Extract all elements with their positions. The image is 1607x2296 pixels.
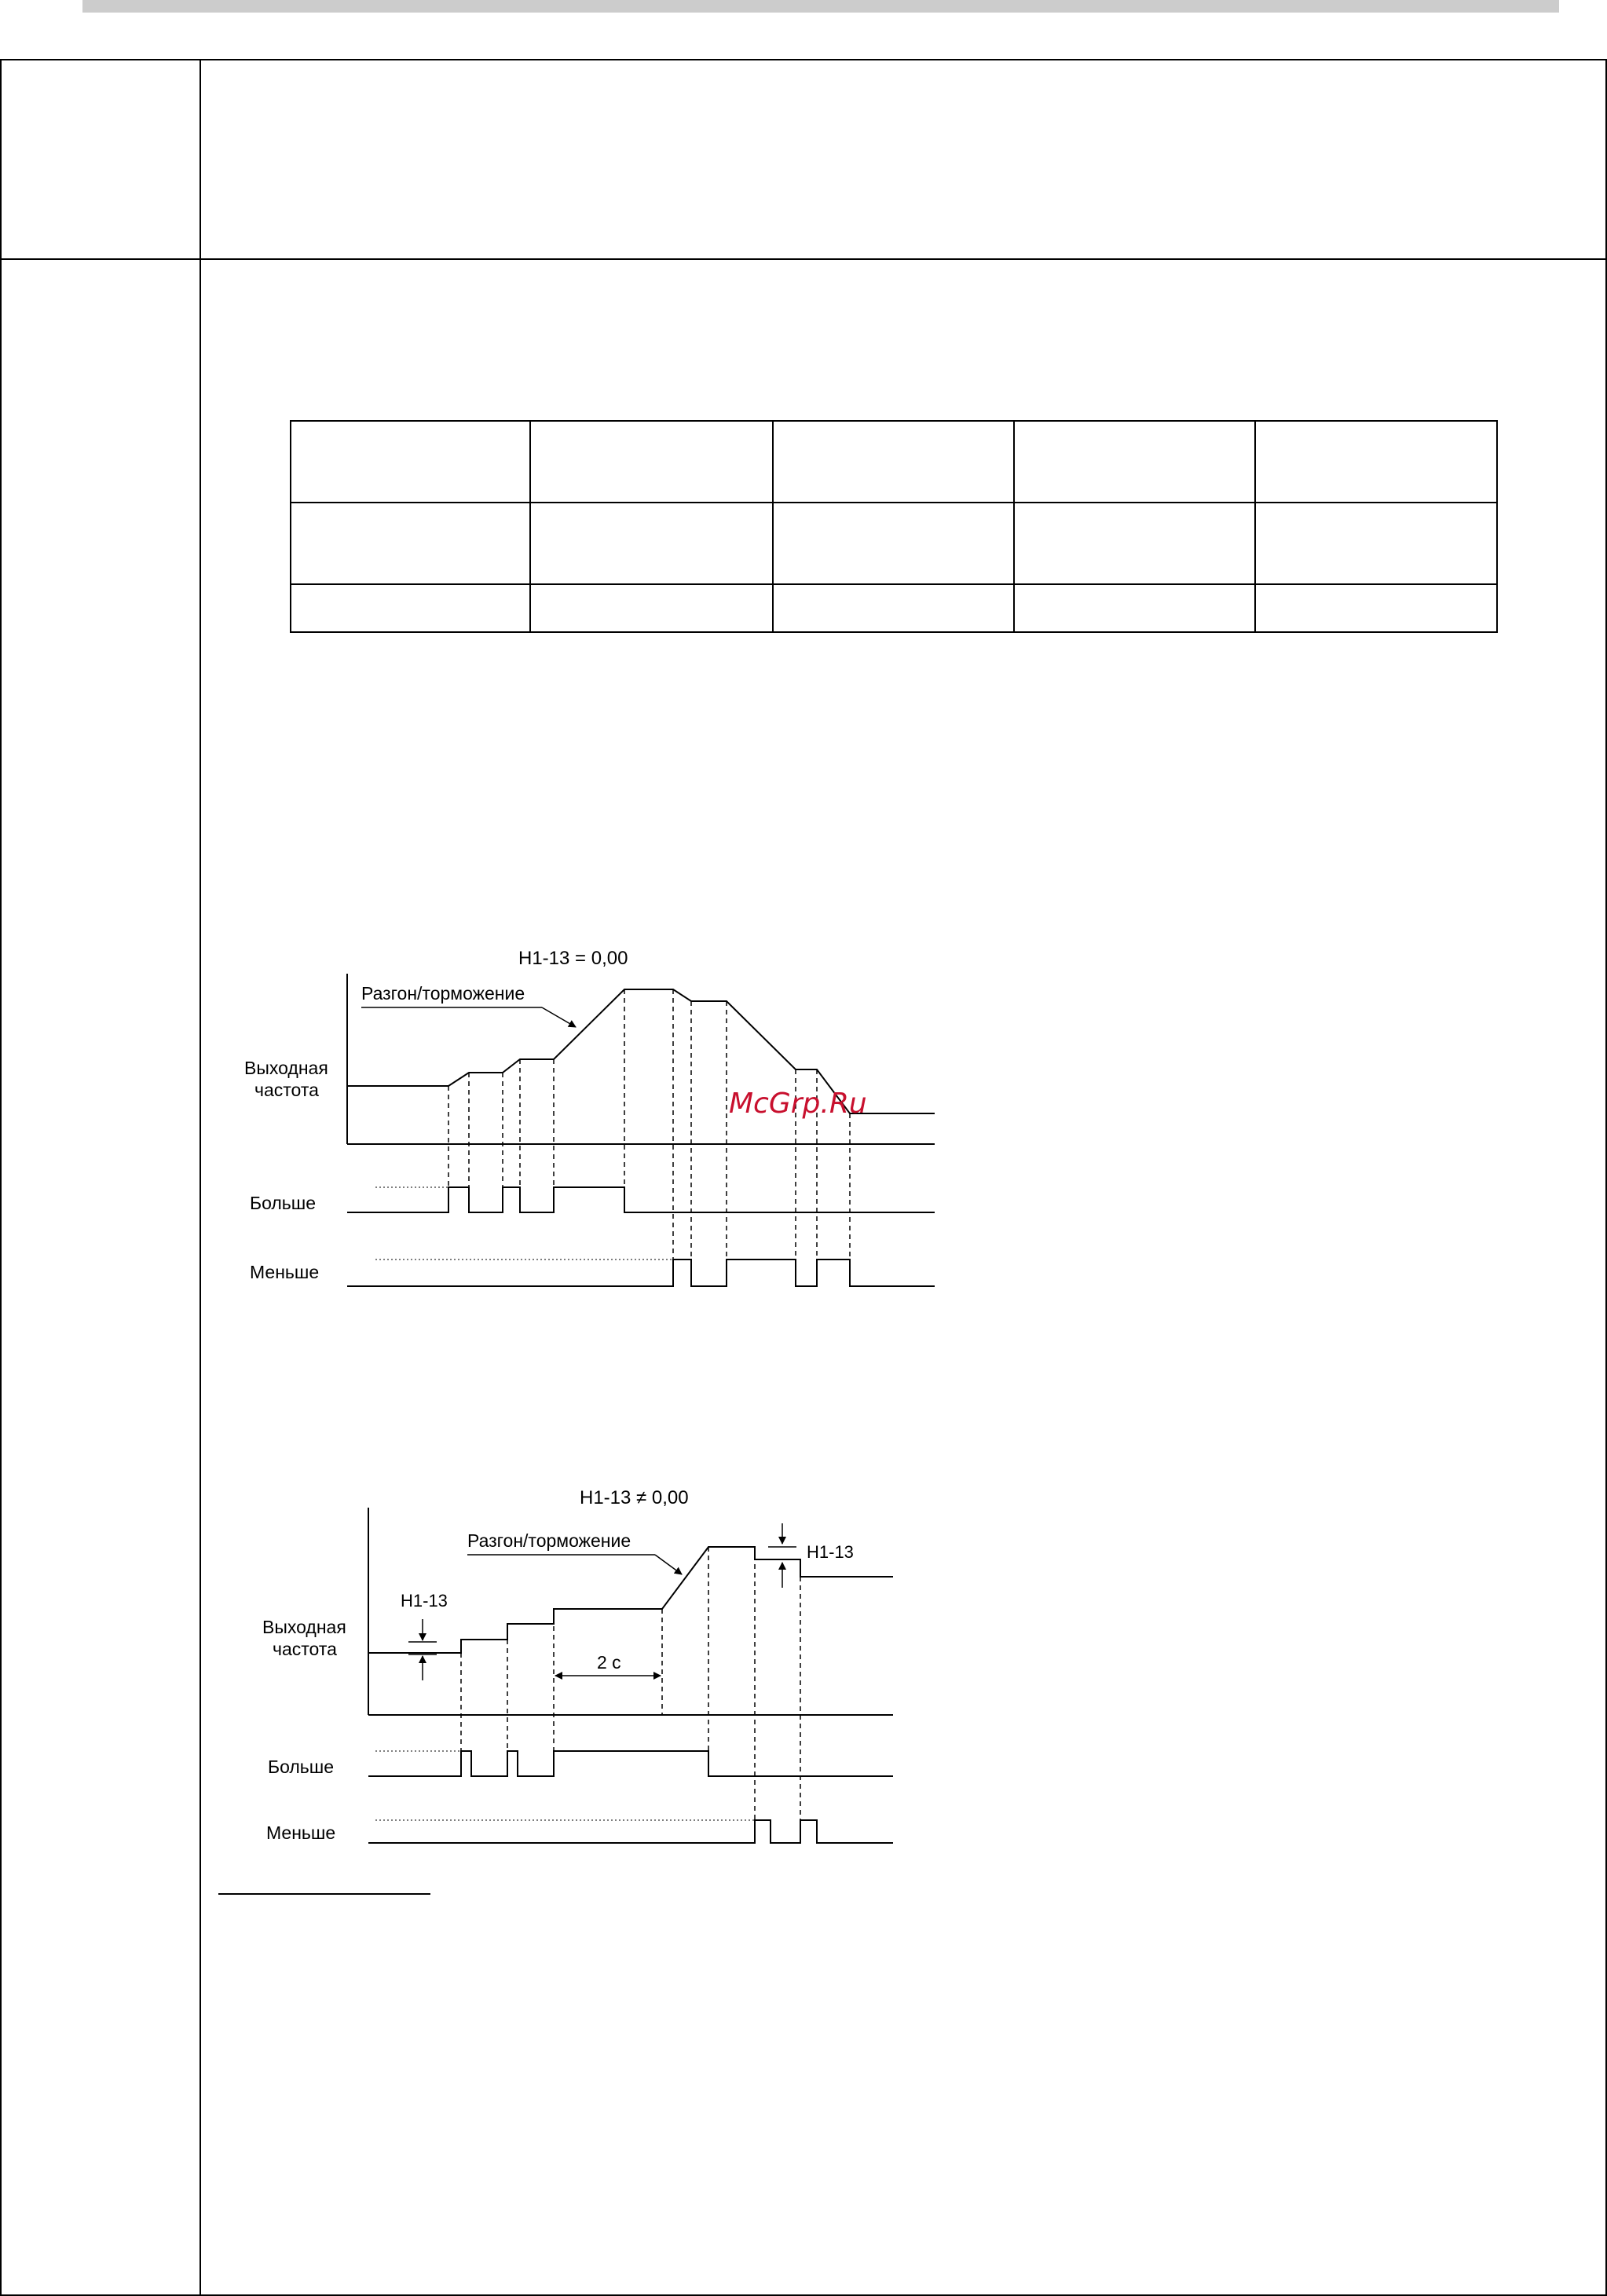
d2-time-label: 2 с — [597, 1652, 621, 1673]
d2-step-label-left: H1-13 — [401, 1591, 448, 1610]
d2-step-label-right: H1-13 — [807, 1542, 854, 1562]
watermark: McGrp.Ru — [729, 1088, 867, 1120]
d2-accel-label: Разгон/торможение — [467, 1530, 631, 1551]
d1-up-label: Больше — [250, 1193, 317, 1213]
d1-output-freq-label-2: частота — [254, 1080, 319, 1100]
d2-down-label: Меньше — [266, 1823, 336, 1843]
footnote-separator — [218, 1893, 430, 1895]
d2-title: H1-13 ≠ 0,00 — [580, 1487, 689, 1508]
d2-up-label: Больше — [268, 1757, 335, 1777]
d2-up-signal — [368, 1751, 893, 1776]
d2-output-freq-label-2: частота — [273, 1639, 337, 1659]
d1-down-label: Меньше — [250, 1262, 320, 1282]
d1-title: H1-13 = 0,00 — [518, 948, 628, 969]
d1-accel-label: Разгон/торможение — [361, 983, 525, 1004]
d2-down-signal — [368, 1820, 893, 1843]
d1-output-freq-label-1: Выходная — [244, 1058, 328, 1078]
d2-accel-arrow — [655, 1555, 682, 1574]
d2-output-freq-label-1: Выходная — [262, 1617, 346, 1637]
